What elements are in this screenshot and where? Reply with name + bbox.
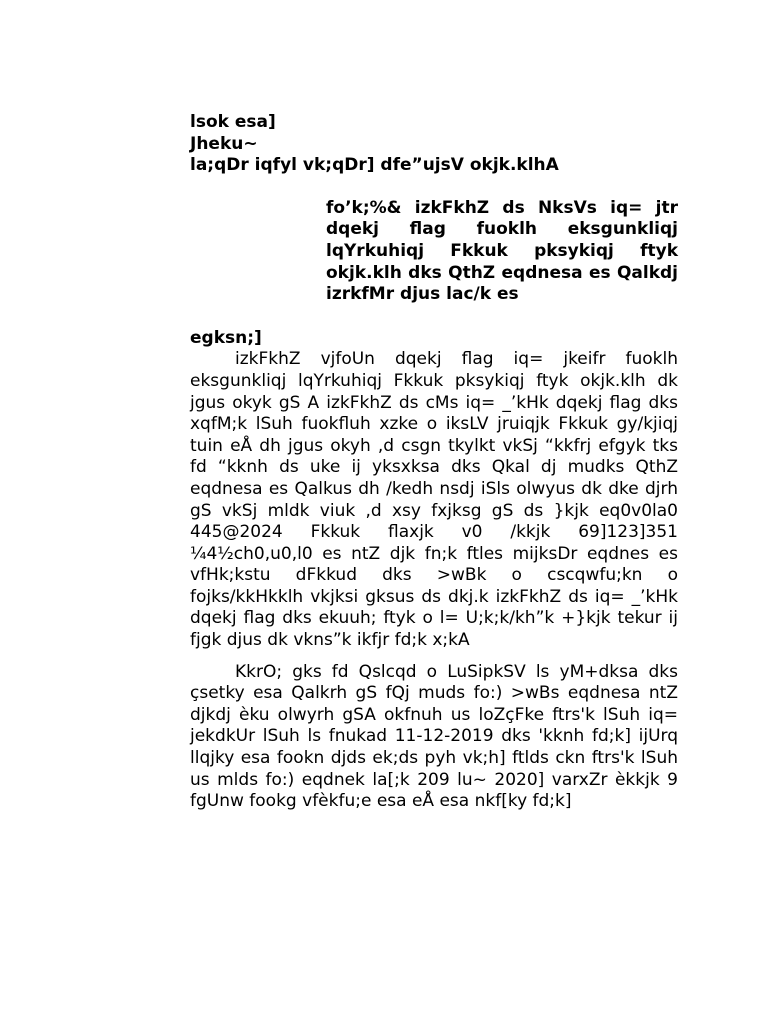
subject-block: fo’k;%& izkFkhZ ds NksVs iq= jtr dqekj flag fuoklh eksgunkliqj lqYrkuhiqj Fkkuk pksykiqj ftyk okjk.klh dks QthZ eqdnesa es Qalkdj izrkfMr djus lac/k es [326, 197, 678, 305]
salutation: egksn;] [190, 327, 262, 348]
addressee-line-1: lsok esa] [190, 112, 276, 132]
body-paragraph-2: KkrO; gks fd Qslcqd o LuSipkSV ls yM+dksa dks çsetky esa Qalkrh gS fQj muds fo:) >wBs eqdnesa ntZ djkdj èku olwyrh gSA okfnuh us loZçFke ftrs'k lSuh iq= jekdkUr lSuh ls fnukad 11-12-2019 dks 'kknh fd;k] ijUrq llqjky esa fookn djds ek;ds pyh vk;h] ftlds ckn ftrs'k lSuh us mlds fo:) eqdnek la[;k 209 lu~ 2020] varxZr èkkjk 9 fgUnw fookg vfèkfu;e esa eÅ esa nkf[ky fd;k] [190, 661, 678, 812]
body-paragraph-1: izkFkhZ vjfoUn dqekj flag iq= jkeifr fuoklh eksgunkliqj lqYrkuhiqj Fkkuk pksykiqj ftyk okjk.klh dk jgus okyk gS A izkFkhZ ds cMs iq= _’kHk dqekj flag dks xqfM;k lSuh fuokfluh xzke o iksLV jruiqjk Fkkuk gy/kjiqj tuin eÅ dh jgus okyh ,d csgn tkylkt vkSj “kkfrj efgyk tks fd “kknh ds uke ij yksxksa dks Qkal dj mudks QthZ eqdnesa es Qalkus dh /kedh nsdj iSls olwyus dk dke djrh gS vkSj mldk viuk ,d xsy fxjksg gS ds }kjk eq0v0la0 445@2024 Fkkuk flaxjk v0 /kkjk 69]123]351 ¼4½ch0,u0,l0 es ntZ djk fn;k ftles mijksDr eqdnes es vfHk;kstu dFkkud dks >wBk o cscqwfu;kn o fojks/kkHkklh vkjksi gksus ds dkj.k izkFkhZ ds iq= _’kHk dqekj flag dks ekuuh; ftyk o l= U;k;k/kh”k +}kjk tekur ij fjgk djus dk vkns”k ikfjr fd;k x;kA [190, 349, 678, 651]
addressee-line-3: la;qDr iqfyl vk;qDr] dfe”ujsV okjk.klhA [190, 155, 559, 176]
addressee-line-2: Jheku~ [190, 133, 258, 154]
letter-page [190, 112, 678, 813]
